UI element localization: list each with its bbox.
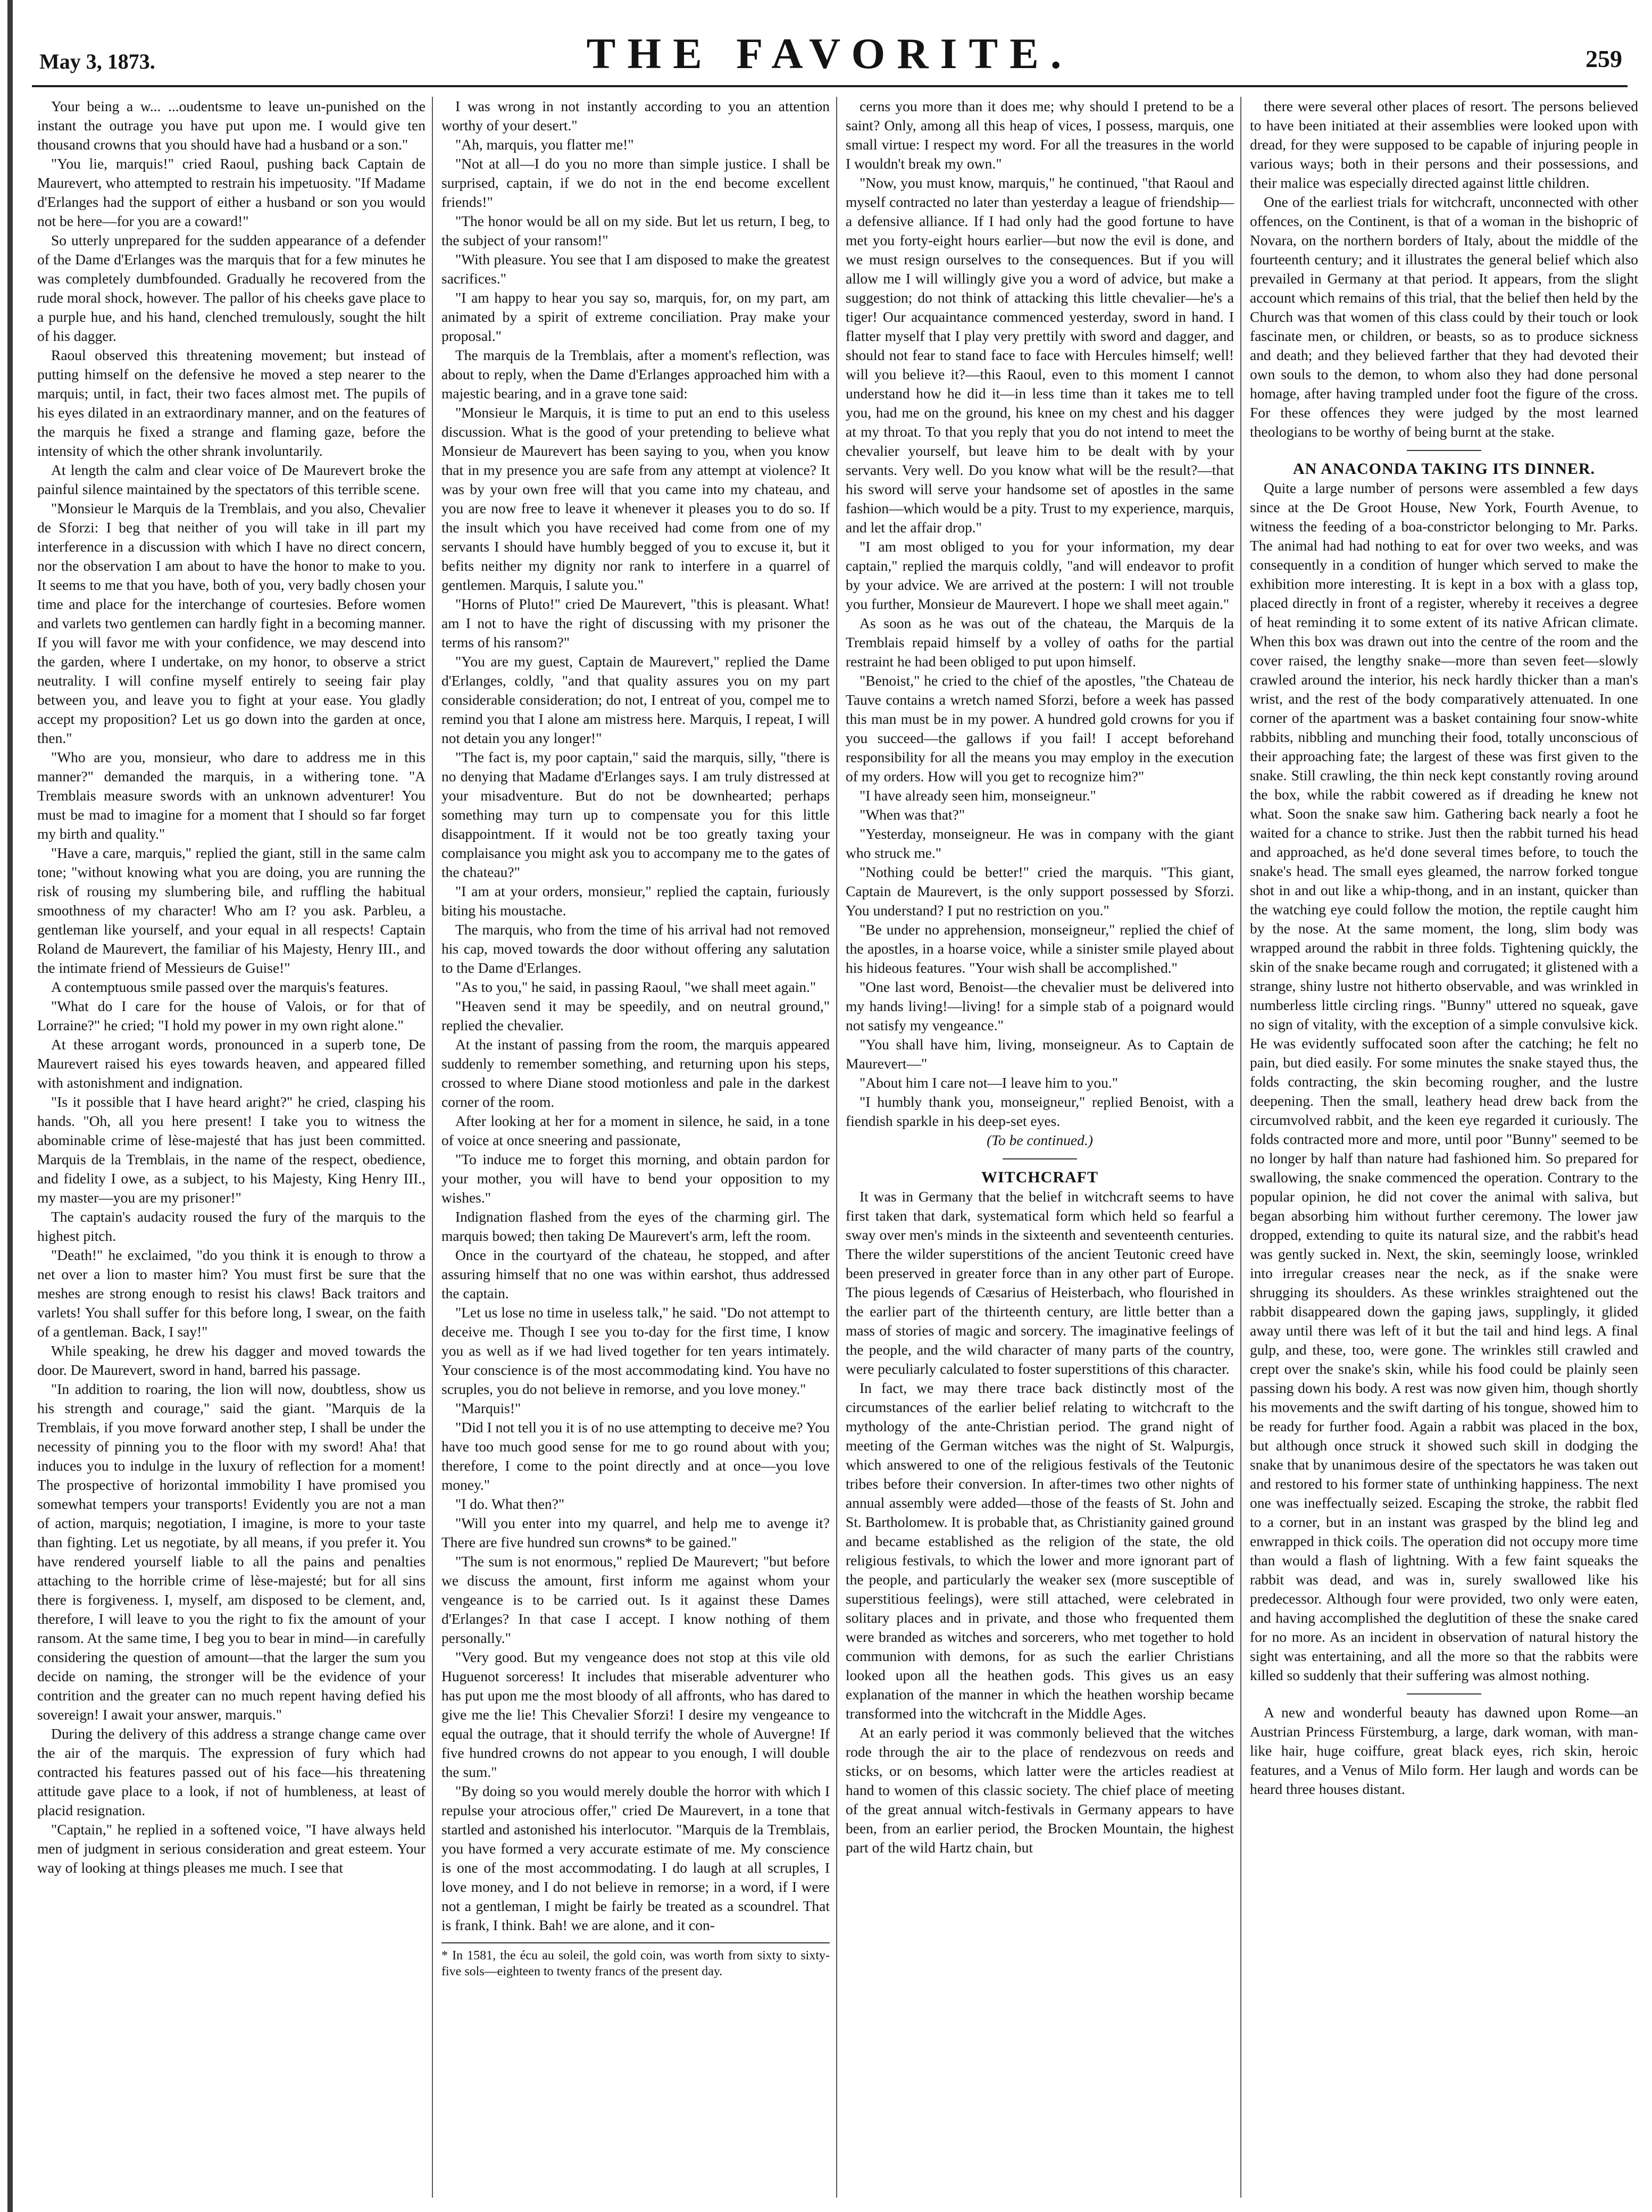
paragraph: It was in Germany that the belief in witchcraft seems to have first taken that dark, systematical form which held so fearful a sway over men's minds in the sixteenth and seventeenth centuries. There the wilder superstitions of the ancient Teutonic creed have been preserved in greater force than in any other part of Europe. The pious legends of Cæsarius of Heisterbach, who flourished in the earlier part of the thirteenth century, are little better than a mass of stories of magic and sorcery. The imaginative feelings of the people, and the wild character of many parts of the country, were peculiarly calculated to foster superstitions of this character. [846,1188,1234,1377]
paragraph: "I do. What then?" [455,1496,565,1512]
paragraph: "I have already seen him, monseigneur." [860,787,1096,804]
issue-date: May 3, 1873. [39,49,155,73]
paragraph: "Have a care, marquis," replied the giant, still in the same calm tone; "without knowing what you are doing, you are running the risk of rousing my slumbering bile, and ruffling the habitual smoothness of my character! Who am I? you ask. Parbleu, a gentleman like yourself, and your equal in all respects! Captain Roland de Maurevert, the familiar of his Majesty, Henry III., and the intimate friend of Messieurs de Guise!" [37,845,425,976]
paragraph: "I am at your orders, monsieur," replied the captain, furiously biting his moustache. [441,883,830,919]
article-anaconda [1250,479,1638,1685]
footnote: * In 1581, the écu au soleil, the gold coin, was worth from sixty to sixty-five sols—eighteen to twenty francs of the present day. [441,1942,830,1980]
masthead [32,23,1628,82]
section-divider [1407,450,1481,451]
paragraph: At the instant of passing from the room, the marquis appeared suddenly to remember something, and returning upon his steps, crossed to where Diane stood motionless and pale in the darkest corner of the room. [441,1036,830,1110]
paragraph: The marquis, who from the time of his arrival had not removed his cap, moved towards the door without offering any salutation to the Dame d'Erlanges. [441,921,830,976]
paragraph: One of the earliest trials for witchcraft, unconnected with other offences, on the Continent, is that of a woman in the bishopric of Novara, on the northern borders of Italy, about the middle of the fourteenth century; and it illustrates the general belief which also prevailed in Germany at that period. It appears, from the slight account which remains of this trial, that the belief then held by the Church was that women of this class could by their touch or look fascinate men, or children, or beasts, so as to produce sickness and death; and they believed farther that they had devoted their own souls to the demon, to whom also they had done personal homage, after having trampled under foot the figure of the cross. For these offences they were judged by the most learned theologians to be worthy of being burnt at the stake. [1250,194,1638,440]
paragraph: "Ah, marquis, you flatter me!" [455,136,634,153]
paragraph: A contemptuous smile passed over the marquis's features. [51,979,389,995]
column-rule [836,97,837,2198]
section-divider [1407,1693,1481,1695]
paragraph: Indignation flashed from the eyes of the charming girl. The marquis bowed; then taking De Maurevert's arm, left the room. [441,1208,830,1244]
paragraph: "In addition to roaring, the lion will now, doubtless, show us his strength and courage," said the giant. "Marquis de la Tremblais, if you move forward another step, I shall be under the necessity of pinning you to the floor with my sword! Aha! that induces you to indulge in the luxury of reflection for a moment! The prospective of horizontal immobility I have promised you somewhat tempers your transports! Evidently you are not a man of action, marquis; negotiation, I imagine, is more to your taste than fighting. Let us negotiate, by all means, if you prefer it. You have rendered yourself liable to all the pains and penalties attaching to the horrible crime of lèse-majesté; but for all sins there is forgiveness. I, myself, am disposed to be clement, and, therefore, I will leave to you the right to fix the amount of your ransom. At the same time, I beg you to bear in mind—in carefully considering the question of amount—that the larger the sum you decide on naming, the stronger will be the evidence of your contrition and the greater can no much repent having defied his sovereign! I await your answer, marquis." [37,1381,425,1723]
paragraph: "Nothing could be better!" cried the marquis. "This giant, Captain de Maurevert, is the only support possessed by Sforzi. You understand? I put no restriction on you." [846,864,1234,919]
article-witchcraft-end [1250,97,1638,441]
column-4 [1250,97,1638,2198]
paragraph: "When was that?" [860,806,965,823]
paragraph: "Is it possible that I have heard aright?" he cried, clasping his hands. "Oh, all you here present! I take you to witness the abominable crime of lèse-majesté that has just been committed. Marquis de la Tremblais, in the name of the respect, obedience, and fidelity I owe, as a subject, to his Majesty, King Henry III., my master—you are my prisoner!" [37,1094,425,1206]
paragraph: there were several other places of resort. The persons believed to have been initiated at their assemblies were looked upon with dread, for they were supposed to be capable of injuring people in various ways; both in their persons and their possessions, and their malice was especially directed against little children. [1250,98,1638,191]
paragraph: At length the calm and clear voice of De Maurevert broke the painful silence maintained by the spectators of this terrible scene. [37,462,425,497]
article-title-anaconda: AN ANACONDA TAKING ITS DINNER. [1292,460,1596,478]
paragraph: "To induce me to forget this morning, and obtain pardon for your mother, you will have to bend your opposition to my wishes." [441,1151,830,1206]
paragraph: During the delivery of this address a strange change came over the air of the marquis. The expression of fury which had contracted his features passed out of his face—his threatening attitude gave place to a look, if not of humbleness, at least of placid resignation. [37,1725,425,1818]
paragraph: "The fact is, my poor captain," said the marquis, silly, "there is no denying that Madame d'Erlanges says. I am truly distressed at your misadventure. But do not be downhearted; perhaps something may turn up to compensate you for this little disappointment. If it would not be too greatly taxing your complaisance you might ask you to accompany me to the gates of the chateau?" [441,749,830,880]
paragraph: "Death!" he exclaimed, "do you think it is enough to throw a net over a lion to master him? You must first be sure that the meshes are strong enough to resist his claws! Back traitors and varlets! You shall suffer for this before long, I swear, on the faith of a gentleman. Back, I say!" [37,1247,425,1340]
to-be-continued: (To be continued.) [987,1132,1093,1148]
paragraph: "Marquis!" [455,1400,521,1416]
page-number: 259 [1586,45,1622,72]
paragraph: While speaking, he drew his dagger and moved towards the door. De Maurevert, sword in hand, barred his passage. [37,1342,425,1378]
paragraph: "Very good. But my vengeance does not stop at this vile old Huguenot sorceress! It includes that miserable adventurer who has put upon me the most bloody of all affronts, who has dared to give me the lie! This Chevalier Sforzi! I desire my vengeance to equal the outrage, that it should terrify the whole of Auvergne! If five hundred crowns do not appear to you enough, I will double the sum." [441,1649,830,1780]
paragraph: "Monsieur le Marquis, it is time to put an end to this useless discussion. What is the good of your pretending to believe what Monsieur de Maurevert has been saying to you, when you know that in my presence you are safe from any attempt at violence? It was by your own free will that you came into my chateau, and you are now free to leave it whenever it pleases you to do so. If the insult which you have received had come from one of my servants I should have humbly begged of you to excuse it, but it befits neither my dignity nor rank to interfere in a quarrel of gentlemen. Marquis, I salute you." [441,404,830,593]
paragraph: "The honor would be all on my side. But let us return, I beg, to the subject of your ransom!" [441,213,830,248]
article-princess [1250,1703,1638,1799]
paragraph: "As to you," he said, in passing Raoul, "we shall meet again." [455,979,816,995]
paragraph: "I am most obliged to you for your information, my dear captain," replied the marquis coldly, "and will endeavor to profit by your advice. We are arrived at the postern: I will not trouble you further, Monsieur de Maurevert. I hope we shall meet again." [846,538,1234,612]
column-rule [1240,97,1241,2198]
paragraph: "About him I care not—I leave him to you." [860,1074,1119,1091]
paragraph: "Monsieur le Marquis de la Tremblais, and you also, Chevalier de Sforzi: I beg that neither of you will take in ill part my interference in a discussion with which I have no direct concern, nor the observation I am about to have the honor to make to you. It seems to me that you have, both of you, very badly chosen your time and place for the interchange of courtesies. Before women and varlets two gentlemen can hardly fight in a becoming manner. If you will favor me with your confidence, we may descend into the garden, where I undertake, on my honor, to observe a strict neutrality. I will confine myself entirely to seeing fair play between you, and leave you to fight at your ease. You gladly accept my proposition? Let us go down into the garden at once, then." [37,500,425,746]
column-rule [432,97,433,2198]
paragraph: "Not at all—I do you no more than simple justice. I shall be surprised, captain, if we do not in the end become excellent friends!" [441,155,830,210]
paragraph: At these arrogant words, pronounced in a superb tone, De Maurevert raised his eyes towards heaven, and appeared filled with astonishment and indignation. [37,1036,425,1091]
paragraph: "What do I care for the house of Valois, or for that of Lorraine?" he cried; "I hold my power in my own right alone." [37,998,425,1033]
paragraph: "I am happy to hear you say so, marquis, for, on my part, am animated by a spirit of extreme conciliation. Pray make your proposal." [441,289,830,344]
paragraph: "I humbly thank you, monseigneur," replied Benoist, with a fiendish sparkle in his deep-set eyes. [846,1094,1234,1129]
paragraph: "Let us lose no time in useless talk," he said. "Do not attempt to deceive me. Though I see you to-day for the first time, I know you as well as if we had lived together for ten years intimately. Your conscience is of the most accommodating kind. You have no scruples, you do not believe in remorse, and you love money." [441,1304,830,1397]
paragraph: "You are my guest, Captain de Maurevert," replied the Dame d'Erlanges, coldly, "and that quality assures you on my part considerable consideration; do not, I entreat of you, compel me to remind you that I alone am mistress here. Marquis, I repeat, I will not detain you any longer!" [441,653,830,746]
paragraph: So utterly unprepared for the sudden appearance of a defender of the Dame d'Erlanges was the marquis that for a few minutes he was completely dumbfounded. Gradually he recovered from the rude moral shock, however. The pallor of his cheeks gave place to a purple hue, and his hand, clenched tremulously, sought the hilt of his dagger. [37,232,425,344]
paragraph: Quite a large number of persons were assembled a few days since at the De Groot House, New York, Fourth Avenue, to witness the feeding of a boa-constrictor belonging to Mr. Parks. The animal had had nothing to eat for over two weeks, and was consequently in a condition of hunger which served to make the exhibition more interesting. It is kept in a box with a glass top, placed directly in front of a register, whereby it receives a degree of heat reminding it to some extent of its native African climate. When this box was drawn out into the centre of the room and the cover raised, the lengthy snake—more than seven feet—slowly crawled around the interior, his neck hardly thicker than a man's wrist, and the rest of the body comparatively attenuated. In one corner of the apartment was a basket containing four snow-white rabbits, nibbling and munching their food, totally unconscious of their approaching fate; the largest of these was first given to the snake. Still crawling, the thin neck kept constantly roving around the box, while the rabbit cowered as if dreading he knew not what. Soon the snake saw him. Gathering back nearly a foot he waited for a chance to strike. Just then the rabbit turned his head and approached, as he'd done several times before, to touch the snake's head. The small eyes gleamed, the narrow forked tongue shot in and out like a whip-thong, and in an instant, quicker than the watching eye could follow the motion, the reptile caught him by the nose. At the same moment, the long, slim body was wrapped around the rabbit in three folds. Tightening quickly, the skin of the snake became rough and corrugated; it glistened with a strange, shiny lustre not hitherto observable, and was wrinkled in numberless little circling rings. "Bunny" uttered no squeak, gave no sign of vitality, with the exception of a simple convulsive kick. He was evidently suffocated soon after the catching; he felt no pain, but died easily. For some minutes the snake stayed thus, the folds contracting, the skin becoming rougher, and the lustre deepening. Then the small, leathery head drew back from the circumvolved rabbit, and the keen eye regarded it curiously. The folds contracted more and more, until poor "Bunny" seemed to be no longer by half than nature had fashioned him. So prepared for swallowing, the snake commenced the operation. Contrary to the popular opinion, he did not cover the animal with saliva, but began absorbing him without further ceremony. The lower jaw dropped, extending to quite its natural size, and the rabbit's head was gently sucked in. Next, the skin, seemingly loose, wrinkled into irregular creases near the neck, as if the snake were shrugging its shoulders. As these wrinkles straightened out the rabbit disappeared down the gaping jaws, supplingly, it glided away until there was left of it but the tail and hind legs. A final gulp, and these, too, were gone. The wrinkles still crawled and crept over the snake's skin, while his food could be plainly seen passing down his body. A rest was now given him, though shortly his movements and the swift darting of his tongue, showed him to be ready for further food. Again a rabbit was placed in the box, but although once struck it showed such skill in dodging the snake that by unanimous desire of the spectators he was taken out and restored to his former state of unthinking happiness. The next one was ineffectually seized. Escaping the stroke, the rabbit fled to a corner, but in an instant was grasped by the blind leg and enwrapped in thick coils. The operation did not occupy more time than would a flash of lightning. With a few faint squeaks the rabbit was dead, and was in, surely swallowed like his predecessor. Although four were provided, two only were eaten, and having accomplished the deglutition of these the snake cared for no more. As an incident in observation of natural history the sight was entertaining, and all the more so that the rabbits were killed so suddenly that their suffering was almost nothing. [1250,480,1638,1683]
masthead-rule [32,85,1628,87]
paragraph: The marquis de la Tremblais, after a moment's reflection, was about to reply, when the Dame d'Erlanges approached him with a majestic bearing, and in a grave tone said: [441,347,830,402]
paragraph: In fact, we may there trace back distinctly most of the circumstances of the earlier belief relating to witchcraft to the mythology of the ante-Christian period. The grand night of meeting of the German witches was the night of St. Walpurgis, which answered to one of the religious festivals of the Teutonic tribes before their conversion. In after-times two other nights of annual assembly were added—those of the feasts of St. John and St. Bartholomew. It is probable that, as Christianity gained ground and became established as the religion of the state, the old religious festivals, to which the lower and more ignorant part of the people, and particularly the weaker sex (more susceptible of superstitious feelings), were still attached, were celebrated in solitary places and in private, and those who frequented them were branded as witches and sorcerers, who met together to hold communion with demons, for as such the earlier Christians looked upon all the heathen gods. This gives us an easy explanation of the manner in which the heathen worship became transformed into the witchcraft in the Middle Ages. [846,1380,1234,1722]
paragraph: "Who are you, monsieur, who dare to address me in this manner?" demanded the marquis, in a withering tone. "A Tremblais measure swords with an unknown adventurer! You must be mad to imagine for a moment that I should so far forget my birth and quality." [37,749,425,842]
paragraph: At an early period it was commonly believed that the witches rode through the air to the place of rendezvous on reeds and sticks, or on besoms, which latter were the articles readiest at hand to women of this classic society. The chief place of meeting of the great annual witch-festivals in Germany appears to have been, from an earlier period, the Brocken Mountain, the highest part of the wild Hartz chain, but [846,1724,1234,1856]
paragraph: "By doing so you would merely double the horror with which I repulse your atrocious offer," cried De Maurevert, in a tone that startled and astonished his interlocutor. "Marquis de la Tremblais, you have formed a very accurate estimate of me. My conscience is one of the most accommodating. I do laugh at all scruples, I love money, and I do not believe in remorse; in a word, if I were not a gentleman, I might be fairly be treated as a scoundrel. That is frank, I think. Bah! we are alone, and it con- [441,1783,830,1933]
paragraph: As soon as he was out of the chateau, the Marquis de la Tremblais repaid himself by a volley of oaths for the partial restraint he had been obliged to put upon himself. [846,615,1234,670]
story-continuation [846,97,1234,1131]
paragraph: "Now, you must know, marquis," he continued, "that Raoul and myself contracted no later than yesterday a league of friendship—a defensive alliance. If I had only had the good fortune to have met you forty-eight hours earlier—but now the evil is done, and we must resign ourselves to the consequences. But if you will allow me I will willingly give you a word of advice, but make a suggestion; do not think of attacking this little chevalier—he's a tiger! Our acquaintance commenced yesterday, sword in hand. I flatter myself that I play very prettily with sword and dagger, and should not fear to stand face to face with Hercules himself; well! will you believe it?—this Raoul, even to this moment I cannot understand how he did it—in less time than it takes me to tell you, had me on the ground, his knee on my chest and his dagger at my throat. To that you reply that you do not intend to meet the chevalier yourself, but leave him to be dealt with by your servants. Very well. Do you know what will be the result?—that his sword will serve your handsome set of apostles in the same fashion—which would be a pity. Trust to my experience, marquis, and let the affair drop." [846,174,1234,536]
section-divider [1003,1158,1077,1159]
paragraph: "Captain," he replied in a softened voice, "I have always held men of judgment in serious consideration and great esteem. Your way of looking at things pleases me much. I see that [37,1821,425,1876]
paragraph: "With pleasure. You see that I am disposed to make the greatest sacrifices." [441,251,830,287]
paragraph: "Did I not tell you it is of no use attempting to deceive me? You have too much good sense for me to go round about with you; therefore, I come to the point directly and at once—you love money." [441,1419,830,1493]
paragraph: "Be under no apprehension, monseigneur," replied the chief of the apostles, in a hoarse voice, while a sinister smile played about his hideous features. "Your wish shall be accomplished." [846,921,1234,976]
paragraph: "Benoist," he cried to the chief of the apostles, "the Chateau de Tauve contains a wretch named Sforzi, before a week has passed this man must be in my power. A hundred gold crowns for you if you succeed—the gallows if you fail! I accept beforehand responsibility for all the means you may employ in the execution of my orders. How will you get to recognize him?" [846,672,1234,784]
paragraph: cerns you more than it does me; why should I pretend to be a saint? Only, among all this heap of vices, I possess, marquis, one small virtue: I respect my word. For all the treasures in the world I wouldn't break my own." [846,98,1234,172]
paragraph: I was wrong in not instantly according to you an attention worthy of your desert." [441,98,830,133]
paragraph: The captain's audacity roused the fury of the marquis to the highest pitch. [37,1208,425,1244]
paragraph: Your being a w... ...oudentsme to leave un-punished on the instant the outrage you have put upon me. I would give ten thousand crowns that you should have had a husband or a son." [37,98,425,153]
paragraph: "Will you enter into my quarrel, and help me to avenge it? There are five hundred sun crowns* to be gained." [441,1515,830,1550]
paragraph: "You shall have him, living, monseigneur. As to Captain de Maurevert—" [846,1036,1234,1072]
binding-edge [7,0,13,2212]
paragraph: "Heaven send it may be speedily, and on neutral ground," replied the chevalier. [441,998,830,1033]
article-title-witchcraft: WITCHCRAFT [981,1168,1098,1186]
paragraph: "The sum is not enormous," replied De Maurevert; "but before we discuss the amount, first inform me against whom your vengeance is to be carried out. Is it against these Dames d'Erlanges? In that case I accept. I know nothing of them personally." [441,1553,830,1646]
article-witchcraft [846,1187,1234,1857]
column-3 [846,97,1234,2198]
column-2 [441,97,830,2198]
column-2-body [441,97,830,1935]
paragraph: "One last word, Benoist—the chevalier must be delivered into my hands living!—living! for a simple stab of a poignard would not satisfy my vengeance." [846,979,1234,1033]
paragraph: A new and wonderful beauty has dawned upon Rome—an Austrian Princess Fürstemburg, a large, dark woman, with man-like hair, huge coiffure, great black eyes, rich skin, heroic features, and a Venus of Milo form. Her laugh and words can be heard three houses distant. [1250,1704,1638,1797]
paragraph: "You lie, marquis!" cried Raoul, pushing back Captain de Maurevert, who attempted to restrain his impetuosity. "If Madame d'Erlanges had the support of either a husband or son you would not be here—for you are a coward!" [37,155,425,229]
column-1 [37,97,425,2198]
paragraph: Once in the courtyard of the chateau, he stopped, and after assuring himself that no one was within earshot, thus addressed the captain. [441,1247,830,1301]
paragraph: "Yesterday, monseigneur. He was in company with the giant who struck me." [846,825,1234,861]
paragraph: "Horns of Pluto!" cried De Maurevert, "this is pleasant. What! am I not to have the right of discussing with my prisoner the terms of his ransom?" [441,596,830,650]
newspaper-title: THE FAVORITE. [586,29,1073,78]
paragraph: After looking at her for a moment in silence, he said, in a tone of voice at once sneering and passionate, [441,1113,830,1148]
paragraph: Raoul observed this threatening movement; but instead of putting himself on the defensive he moved a step nearer to the marquis; until, in fact, their two faces almost met. The pupils of his eyes dilated in an extraordinary manner, and on the features of the marquis he fixed a strange and flaming gaze, before the intensity of which the other shrank involuntarily. [37,347,425,459]
